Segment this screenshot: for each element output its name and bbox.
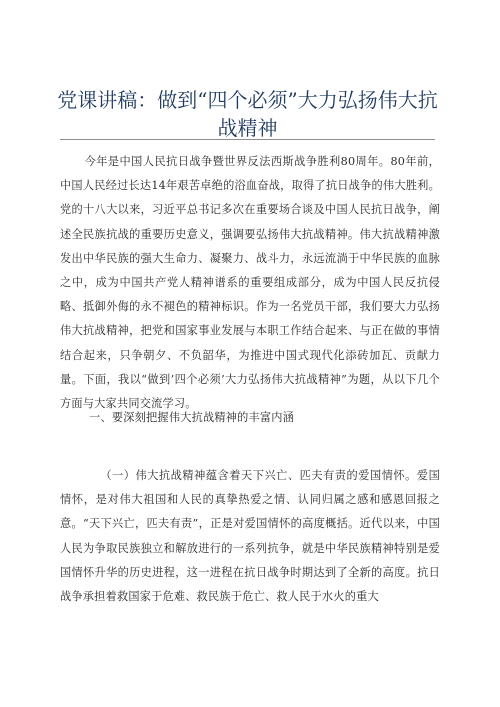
document-title: 党课讲稿：做到“四个必须”大力弘扬伟大抗战精神 [57,88,438,140]
section-heading: 一、要深刻把握伟大抗战精神的丰富内涵 [89,411,295,424]
intro-paragraph: 今年是中国人民抗日战争暨世界反法西斯战争胜利80周年。80年前，中国人民经过长达14年艰苦卓绝的浴血奋战，取得了抗日战争的伟大胜利。党的十八大以来，习近平总书记多次在重要场合谈及中国人民抗日战争，阐述全民族抗战的重要历史意义，强调要弘扬伟大抗战精神。伟大抗战精神激发出中华民族的强大生命力、凝聚力、战斗力，永远流淌于中华民族的血脉之中，成为中国共产党人精神谱系的重要组成部分，成为中国人民反抗侵略、抵御外侮的永不褪色的精神标识。作为一名党员干部，我们要大力弘扬伟大抗战精神，把党和国家事业发展与本职工作结合起来、与正在做的事情结合起来，只争朝夕、不负韶华，为推进中国式现代化添砖加瓦、贡献力量。下面，我以“做到’四个必须’大力弘扬伟大抗战精神”为题，从以下几个方面与大家共同交流学习。 [60,155,440,411]
section-paragraph: （一）伟大抗战精神蕴含着天下兴亡、匹夫有责的爱国情怀。爱国情怀，是对伟大祖国和人民的真挚热爱之情、认同归属之感和感恩回报之意。“天下兴亡，匹夫有责”，正是对爱国情怀的高度概括。近代以来，中国人民为争取民族独立和解放进行的一系列抗争，就是中华民族精神特别是爱国情怀升华的历史进程，这一进程在抗日战争时期达到了全新的高度。抗日战争承担着救国家于危难、救民族于危亡、救人民于水火的重大 [60,469,440,604]
title-divider [60,139,435,140]
